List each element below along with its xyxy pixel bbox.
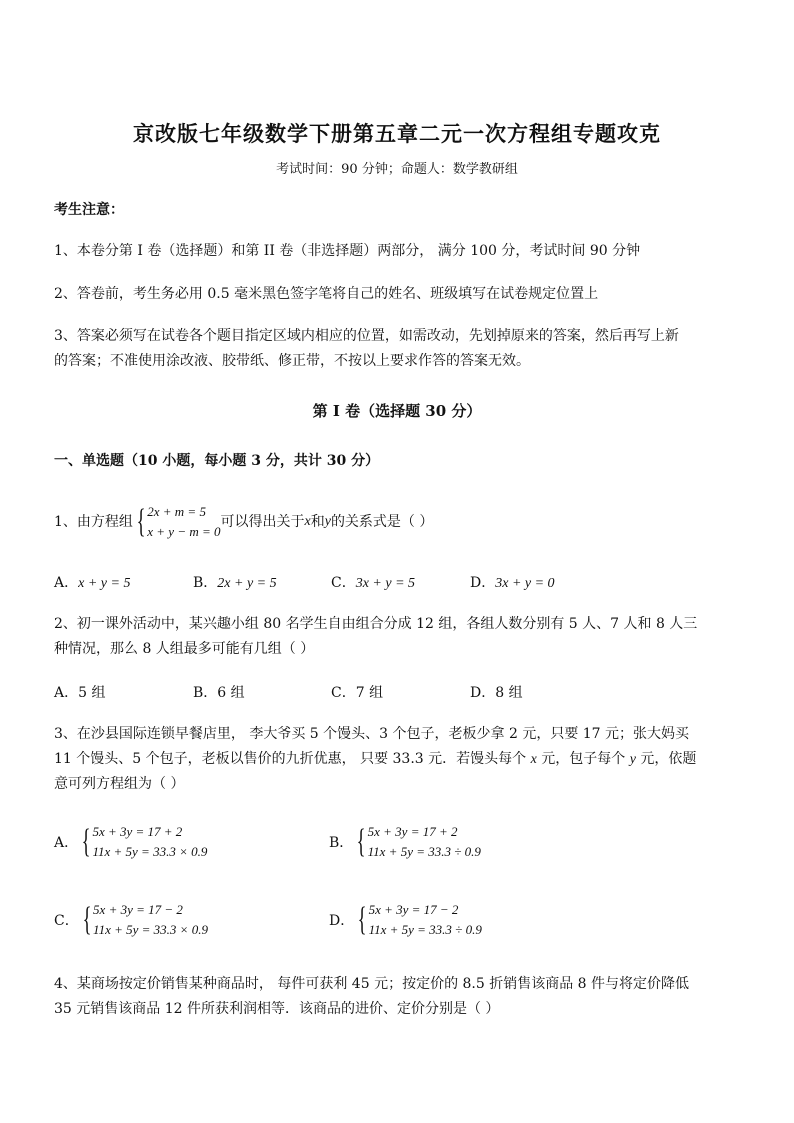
section-title: 第 I 卷（选择题 30 分） bbox=[312, 402, 482, 420]
option-expr: x + y = 5 bbox=[78, 576, 131, 591]
option-label: B． bbox=[329, 835, 354, 851]
q3-line-2-a: 11 个馒头、5 个包子，老板以售价的九折优惠， 只要 33.3 元．若馒头每个 bbox=[54, 751, 531, 767]
q3-option-c bbox=[54, 900, 208, 940]
q2-line-2: 种情况，那么 8 人组最多可能有几组（ ） bbox=[54, 641, 315, 657]
q1-option-d bbox=[470, 572, 555, 592]
q1-option-a bbox=[54, 572, 130, 592]
brace-icon: { bbox=[356, 823, 366, 860]
q1-suffix-c: 的关系式是（ ） bbox=[330, 514, 434, 530]
q1-prefix: 1、由方程组 bbox=[54, 514, 133, 530]
option-label: A． bbox=[54, 575, 79, 591]
system-row-2: 11x + 5y = 33.3 ÷ 0.9 bbox=[368, 922, 482, 937]
q2-option-b: B．6 组 bbox=[193, 685, 245, 701]
q3-line-2-b: 元，包子每个 bbox=[536, 751, 630, 767]
option-label: C． bbox=[54, 913, 79, 929]
option-label: B． bbox=[193, 575, 218, 591]
q4-line-2: 35 元销售该商品 12 件所获利润相等．该商品的进价、定价分别是（ ） bbox=[54, 1001, 500, 1017]
q1-option-c bbox=[331, 572, 415, 592]
notice-heading: 考生注意： bbox=[54, 202, 124, 218]
system-row-2: 11x + 5y = 33.3 × 0.9 bbox=[93, 922, 208, 937]
q3-option-b bbox=[329, 822, 481, 862]
option-label: D． bbox=[329, 913, 355, 929]
q3-option-d bbox=[329, 900, 482, 940]
q2-option-d: D．8 组 bbox=[470, 685, 523, 701]
q2-line-1: 2、初一课外活动中，某兴趣小组 80 名学生自由组合分成 12 组，各组人数分别有 5 人、7 人和 8 人三 bbox=[54, 616, 698, 632]
q1-var-x: x bbox=[304, 514, 311, 529]
page-title: 京改版七年级数学下册第五章二元一次方程组专题攻克 bbox=[133, 121, 661, 146]
system-row-2: 11x + 5y = 33.3 ÷ 0.9 bbox=[367, 844, 481, 859]
system-row-2: 11x + 5y = 33.3 × 0.9 bbox=[92, 844, 208, 859]
q3-line-1: 3、在沙县国际连锁早餐店里， 李大爷买 5 个馒头、3 个包子，老板少拿 2 元，只要 17 元；张大妈买 bbox=[54, 726, 690, 742]
brace-icon: { bbox=[81, 823, 91, 860]
q1-system-row-2: x + y − m = 0 bbox=[147, 524, 221, 539]
brace-icon: { bbox=[357, 901, 367, 938]
notice-item-3-line-1: 3、答案必须写在试卷各个题目指定区域内相应的位置，如需改动，先划掉原来的答案，然后再写上新 bbox=[54, 328, 679, 344]
notice-item-2: 2、答卷前，考生务必用 0.5 毫米黑色签字笔将自己的姓名、班级填写在试卷规定位置上 bbox=[54, 286, 599, 302]
question-1 bbox=[54, 502, 433, 542]
option-expr: 3x + y = 0 bbox=[495, 576, 555, 591]
notice-item-1: 1、本卷分第 I 卷（选择题）和第 II 卷（非选择题）两部分， 满分 100 分，考试时间 90 分钟 bbox=[54, 243, 641, 259]
option-expr: 2x + y = 5 bbox=[217, 576, 277, 591]
option-label: A． bbox=[54, 835, 79, 851]
system-row-1: 5x + 3y = 17 + 2 bbox=[92, 824, 183, 839]
q3-var-y: y bbox=[629, 752, 636, 767]
brace-icon: { bbox=[136, 503, 146, 540]
q1-option-b bbox=[193, 572, 277, 592]
q1-var-y: y bbox=[324, 514, 331, 529]
notice-item-3-line-2: 的答案；不准使用涂改液、胶带纸、修正带，不按以上要求作答的答案无效。 bbox=[54, 353, 530, 369]
system-row-1: 5x + 3y = 17 − 2 bbox=[93, 902, 183, 917]
q4-line-1: 4、某商场按定价销售某种商品时， 每件可获利 45 元；按定价的 8.5 折销售该商品 8 件与将定价降低 bbox=[54, 976, 690, 992]
q3-line-2-c: 元，依题 bbox=[635, 751, 697, 767]
q3-line-2 bbox=[54, 749, 696, 770]
q3-var-x: x bbox=[530, 752, 537, 767]
q2-option-c: C．7 组 bbox=[331, 685, 384, 701]
q3-option-a bbox=[54, 822, 207, 862]
exam-info: 考试时间：90 分钟；命题人：数学教研组 bbox=[276, 162, 518, 177]
q1-system-row-1: 2x + m = 5 bbox=[147, 504, 206, 519]
q1-equation-system bbox=[133, 502, 221, 542]
system-row-1: 5x + 3y = 17 + 2 bbox=[367, 824, 458, 839]
brace-icon: { bbox=[82, 901, 92, 938]
q1-suffix-b: 和 bbox=[310, 514, 325, 530]
system-row-1: 5x + 3y = 17 − 2 bbox=[368, 902, 459, 917]
option-label: D． bbox=[470, 575, 496, 591]
q2-option-a: A．5 组 bbox=[54, 685, 106, 701]
option-label: C． bbox=[331, 575, 356, 591]
part-heading: 一、单选题（10 小题，每小题 3 分，共计 30 分） bbox=[54, 453, 380, 469]
option-expr: 3x + y = 5 bbox=[355, 576, 416, 591]
q3-line-3: 意可列方程组为（ ） bbox=[54, 776, 185, 792]
q1-suffix-a: 可以得出关于 bbox=[220, 514, 305, 530]
